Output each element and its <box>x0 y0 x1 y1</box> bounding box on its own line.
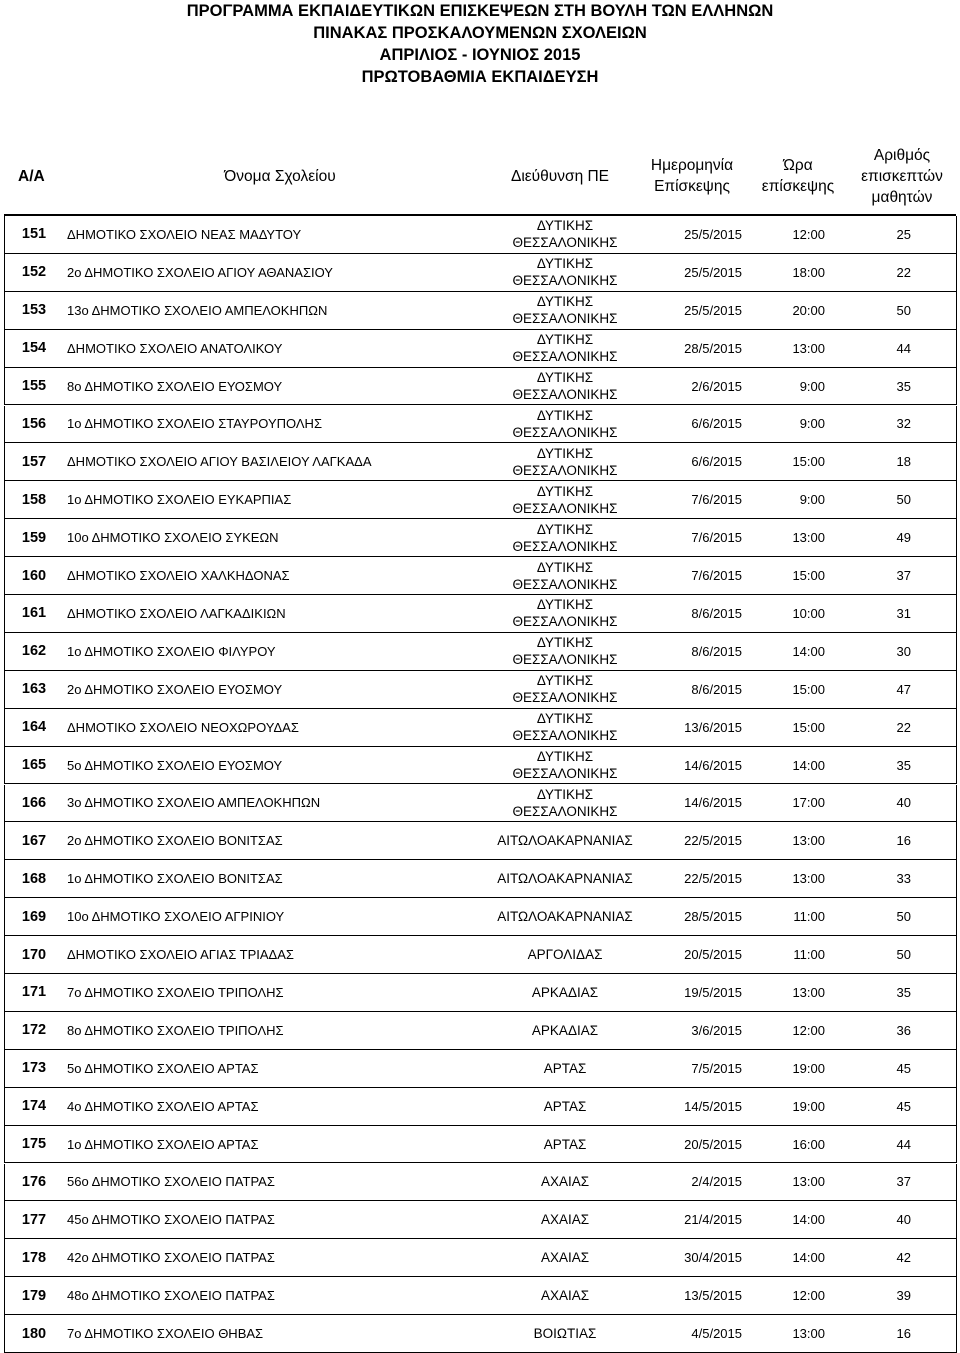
table-row <box>4 633 957 671</box>
student-count: 40 <box>896 1212 911 1228</box>
visit-date: 7/5/2015 <box>691 1060 742 1076</box>
direction-cell <box>465 368 665 405</box>
direction-line: ΘΕΣΣΑΛΟΝΙΚΗΣ <box>512 614 618 630</box>
direction-cell <box>465 481 665 518</box>
header-name: Όνομα Σχολείου <box>224 167 336 185</box>
table-row <box>4 557 957 595</box>
direction-text <box>512 407 617 441</box>
table-row <box>4 519 957 557</box>
row-number: 163 <box>21 681 47 698</box>
direction-line: ΔΥΤΙΚΗΣ <box>536 521 594 537</box>
document-level: ΠΡΩΤΟΒΑΘΜΙΑ ΕΚΠΑΙΔΕΥΣΗ <box>361 68 599 86</box>
visit-time: 13:00 <box>792 833 825 849</box>
school-name: 13ο ΔΗΜΟΤΙΚΟ ΣΧΟΛΕΙΟ ΑΜΠΕΛΟΚΗΠΩΝ <box>67 302 328 318</box>
direction-line: ΑΧΑΙΑΣ <box>540 1250 590 1266</box>
school-name: 2ο ΔΗΜΟΤΙΚΟ ΣΧΟΛΕΙΟ ΒΟΝΙΤΣΑΣ <box>67 833 283 849</box>
direction-line: ΔΥΤΙΚΗΣ <box>536 332 594 348</box>
direction-line: ΔΥΤΙΚΗΣ <box>536 370 594 386</box>
direction-line: ΔΥΤΙΚΗΣ <box>536 559 594 575</box>
direction-text <box>541 1287 589 1304</box>
table-row <box>4 1201 957 1239</box>
direction-line: ΘΕΣΣΑΛΟΝΙΚΗΣ <box>512 728 618 744</box>
table-row <box>4 481 957 519</box>
row-number: 159 <box>21 529 47 546</box>
student-count: 25 <box>896 226 911 242</box>
visit-date: 30/4/2015 <box>684 1250 742 1266</box>
table-row <box>4 936 957 974</box>
student-count: 50 <box>896 492 911 508</box>
row-number: 168 <box>21 870 47 887</box>
row-number: 167 <box>21 832 47 849</box>
direction-text <box>512 596 617 630</box>
direction-cell <box>465 1012 665 1049</box>
direction-text <box>541 1249 589 1266</box>
direction-text <box>497 832 632 849</box>
table-row <box>4 330 957 368</box>
direction-line: ΔΥΤΙΚΗΣ <box>536 786 594 802</box>
document-subtitle: ΠΙΝΑΚΑΣ ΠΡΟΣΚΑΛΟΥΜΕΝΩΝ ΣΧΟΛΕΙΩΝ <box>313 24 647 42</box>
school-name: 48ο ΔΗΜΟΤΙΚΟ ΣΧΟΛΕΙΟ ΠΑΤΡΑΣ <box>67 1288 275 1304</box>
direction-text <box>541 1211 589 1228</box>
visit-time: 10:00 <box>792 605 825 621</box>
row-number: 152 <box>21 264 47 281</box>
direction-text <box>532 1022 598 1039</box>
visit-time: 13:00 <box>792 984 825 1000</box>
document-period: ΑΠΡΙΛΙΟΣ - ΙΟΥΝΙΟΣ 2015 <box>379 46 581 64</box>
table-row <box>4 1050 957 1088</box>
visit-date: 20/5/2015 <box>684 947 742 963</box>
visit-time: 14:00 <box>792 757 825 773</box>
visit-time: 9:00 <box>799 416 825 432</box>
school-name: ΔΗΜΟΤΙΚΟ ΣΧΟΛΕΙΟ ΑΓΙΑΣ ΤΡΙΑΔΑΣ <box>67 947 294 963</box>
visit-time: 14:00 <box>792 1212 825 1228</box>
row-number: 165 <box>21 757 47 774</box>
table-row <box>4 747 957 785</box>
visit-date: 4/5/2015 <box>691 1326 742 1342</box>
student-count: 50 <box>896 302 911 318</box>
direction-text <box>534 1325 597 1342</box>
row-number: 161 <box>21 605 47 622</box>
student-count: 37 <box>896 1174 911 1190</box>
direction-text <box>532 984 598 1001</box>
visit-date: 25/5/2015 <box>684 302 742 318</box>
row-number: 172 <box>21 1022 47 1039</box>
row-number: 164 <box>21 719 47 736</box>
row-number: 173 <box>21 1060 47 1077</box>
visit-date: 28/5/2015 <box>684 340 742 356</box>
student-count: 37 <box>896 568 911 584</box>
direction-line: ΘΕΣΣΑΛΟΝΙΚΗΣ <box>512 690 618 706</box>
visit-date: 28/5/2015 <box>684 909 742 925</box>
visit-time: 15:00 <box>792 454 825 470</box>
visit-time: 16:00 <box>792 1136 825 1152</box>
direction-text <box>512 786 617 820</box>
table-row <box>4 216 957 254</box>
visit-time: 15:00 <box>792 719 825 735</box>
visit-time: 11:00 <box>793 909 825 925</box>
table-row <box>4 898 957 936</box>
school-name: 1ο ΔΗΜΟΤΙΚΟ ΣΧΟΛΕΙΟ ΦΙΛΥΡΟΥ <box>67 643 276 659</box>
visit-date: 13/6/2015 <box>684 719 742 735</box>
school-name: 5ο ΔΗΜΟΤΙΚΟ ΣΧΟΛΕΙΟ ΕΥΟΣΜΟΥ <box>67 757 283 773</box>
visit-time: 15:00 <box>792 568 825 584</box>
student-count: 31 <box>896 605 911 621</box>
row-number: 151 <box>21 226 47 243</box>
table-row <box>4 974 957 1012</box>
direction-line: ΑΙΤΩΛΟΑΚΑΡΝΑΝΙΑΣ <box>497 871 633 887</box>
row-number: 178 <box>21 1249 47 1266</box>
direction-line: ΘΕΣΣΑΛΟΝΙΚΗΣ <box>512 387 618 403</box>
school-name: 45ο ΔΗΜΟΤΙΚΟ ΣΧΟΛΕΙΟ ΠΑΤΡΑΣ <box>67 1212 275 1228</box>
direction-text <box>544 1098 587 1115</box>
school-name: ΔΗΜΟΤΙΚΟ ΣΧΟΛΕΙΟ ΑΓΙΟΥ ΒΑΣΙΛΕΙΟΥ ΛΑΓΚΑΔΑ <box>67 454 372 470</box>
row-number: 171 <box>21 984 47 1001</box>
school-name: 2ο ΔΗΜΟΤΙΚΟ ΣΧΟΛΕΙΟ ΕΥΟΣΜΟΥ <box>67 681 283 697</box>
header-time: Ώρα επίσκεψης <box>761 157 835 195</box>
visit-time: 12:00 <box>792 1288 825 1304</box>
visit-date: 6/6/2015 <box>691 454 742 470</box>
table-row <box>4 1126 957 1164</box>
student-count: 42 <box>896 1250 911 1266</box>
student-count: 35 <box>896 378 911 394</box>
school-name: 10ο ΔΗΜΟΤΙΚΟ ΣΧΟΛΕΙΟ ΑΓΡΙΝΙΟΥ <box>67 909 285 925</box>
direction-cell <box>465 898 665 935</box>
visit-date: 3/6/2015 <box>691 1022 742 1038</box>
visit-time: 20:00 <box>792 302 825 318</box>
visit-time: 18:00 <box>792 264 825 280</box>
student-count: 33 <box>896 871 911 887</box>
student-count: 22 <box>896 719 911 735</box>
student-count: 40 <box>896 795 911 811</box>
school-name: 8ο ΔΗΜΟΤΙΚΟ ΣΧΟΛΕΙΟ ΕΥΟΣΜΟΥ <box>67 378 283 394</box>
student-count: 16 <box>896 833 911 849</box>
table-row <box>4 1164 957 1202</box>
table-row <box>4 1088 957 1126</box>
visit-date: 8/6/2015 <box>691 681 742 697</box>
student-count: 50 <box>896 947 911 963</box>
student-count: 16 <box>896 1326 911 1342</box>
row-number: 155 <box>21 378 47 395</box>
visit-date: 14/5/2015 <box>684 1098 742 1114</box>
direction-line: ΘΕΣΣΑΛΟΝΙΚΗΣ <box>512 576 618 592</box>
school-name: 2ο ΔΗΜΟΤΙΚΟ ΣΧΟΛΕΙΟ ΑΓΙΟΥ ΑΘΑΝΑΣΙΟΥ <box>67 264 333 280</box>
visit-time: 12:00 <box>792 226 825 242</box>
direction-cell <box>465 557 665 594</box>
table-row <box>4 1239 957 1277</box>
direction-cell <box>465 1315 665 1352</box>
student-count: 22 <box>896 264 911 280</box>
student-count: 44 <box>896 340 911 356</box>
row-number: 166 <box>21 794 47 811</box>
direction-text <box>497 908 632 925</box>
student-count: 36 <box>896 1022 911 1038</box>
visit-time: 19:00 <box>792 1060 825 1076</box>
direction-text <box>512 445 617 479</box>
school-name: 1ο ΔΗΜΟΤΙΚΟ ΣΧΟΛΕΙΟ ΣΤΑΥΡΟΥΠΟΛΗΣ <box>67 416 322 432</box>
direction-text <box>512 634 617 668</box>
direction-text <box>512 559 617 593</box>
direction-line: ΘΕΣΣΑΛΟΝΙΚΗΣ <box>512 462 618 478</box>
direction-line: ΘΕΣΣΑΛΟΝΙΚΗΣ <box>512 424 618 440</box>
visit-time: 13:00 <box>792 1174 825 1190</box>
row-number: 174 <box>21 1098 47 1115</box>
direction-line: ΑΡΤΑΣ <box>543 1060 587 1076</box>
direction-cell <box>465 785 665 822</box>
direction-line: ΑΡΚΑΔΙΑΣ <box>531 984 599 1000</box>
student-count: 49 <box>896 530 911 546</box>
direction-cell <box>465 633 665 670</box>
direction-line: ΘΕΣΣΑΛΟΝΙΚΗΣ <box>512 311 618 327</box>
direction-cell <box>465 292 665 329</box>
visit-time: 14:00 <box>792 1250 825 1266</box>
student-count: 45 <box>896 1060 911 1076</box>
table-row <box>4 822 957 860</box>
direction-line: ΑΡΤΑΣ <box>543 1098 587 1114</box>
visit-date: 22/5/2015 <box>684 833 742 849</box>
direction-text <box>544 1060 587 1077</box>
visit-date: 13/5/2015 <box>684 1288 742 1304</box>
student-count: 39 <box>896 1288 911 1304</box>
student-count: 18 <box>896 454 911 470</box>
visit-time: 19:00 <box>792 1098 825 1114</box>
direction-text <box>512 748 617 782</box>
visit-date: 22/5/2015 <box>684 871 742 887</box>
visit-time: 9:00 <box>799 492 825 508</box>
direction-cell <box>465 1088 665 1125</box>
school-name: 1ο ΔΗΜΟΤΙΚΟ ΣΧΟΛΕΙΟ ΕΥΚΑΡΠΙΑΣ <box>67 492 292 508</box>
direction-text <box>512 331 617 365</box>
visit-date: 8/6/2015 <box>691 605 742 621</box>
visit-time: 13:00 <box>792 1326 825 1342</box>
student-count: 32 <box>896 416 911 432</box>
visit-date: 7/6/2015 <box>691 492 742 508</box>
direction-line: ΑΧΑΙΑΣ <box>540 1288 590 1304</box>
direction-cell <box>465 1126 665 1163</box>
row-number: 179 <box>21 1287 47 1304</box>
table-row <box>4 1315 957 1353</box>
visit-date: 2/6/2015 <box>691 378 742 394</box>
direction-line: ΘΕΣΣΑΛΟΝΙΚΗΣ <box>512 538 618 554</box>
direction-line: ΔΥΤΙΚΗΣ <box>536 294 594 310</box>
visit-time: 17:00 <box>792 795 825 811</box>
direction-cell <box>465 254 665 291</box>
direction-line: ΘΕΣΣΑΛΟΝΙΚΗΣ <box>512 652 618 668</box>
direction-cell <box>465 709 665 746</box>
direction-cell <box>465 936 665 973</box>
row-number: 180 <box>21 1325 47 1342</box>
school-name: ΔΗΜΟΤΙΚΟ ΣΧΟΛΕΙΟ ΧΑΛΚΗΔΟΝΑΣ <box>67 568 290 584</box>
visit-date: 6/6/2015 <box>691 416 742 432</box>
direction-cell <box>465 1201 665 1238</box>
student-count: 45 <box>896 1098 911 1114</box>
table-header <box>0 138 960 214</box>
direction-cell <box>465 406 665 443</box>
direction-cell <box>465 595 665 632</box>
visit-time: 9:00 <box>799 378 825 394</box>
student-count: 35 <box>896 984 911 1000</box>
visit-time: 14:00 <box>792 643 825 659</box>
table-row <box>4 671 957 709</box>
direction-text <box>541 1173 589 1190</box>
header-count: Αριθμός επισκεπτών μαθητών <box>861 146 943 206</box>
direction-line: ΘΕΣΣΑΛΟΝΙΚΗΣ <box>512 766 618 782</box>
table-row <box>4 860 957 898</box>
visit-date: 21/4/2015 <box>684 1212 742 1228</box>
document-title: ΠΡΟΓΡΑΜΜΑ ΕΚΠΑΙΔΕΥΤΙΚΩΝ ΕΠΙΣΚΕΨΕΩΝ ΣΤΗ ΒΟΥΛΗ ΤΩΝ ΕΛΛΗΝΩΝ <box>186 2 774 20</box>
visit-time: 11:00 <box>793 947 825 963</box>
direction-line: ΑΡΓΟΛΙΔΑΣ <box>527 947 603 963</box>
direction-cell <box>465 1277 665 1314</box>
row-number: 177 <box>21 1211 47 1228</box>
direction-cell <box>465 216 665 253</box>
direction-line: ΑΧΑΙΑΣ <box>540 1174 590 1190</box>
visit-date: 25/5/2015 <box>684 264 742 280</box>
header-direction: Διεύθυνση ΠΕ <box>510 167 610 185</box>
direction-cell <box>465 860 665 897</box>
direction-text <box>512 255 617 289</box>
direction-line: ΔΥΤΙΚΗΣ <box>536 635 594 651</box>
row-number: 158 <box>21 491 47 508</box>
direction-line: ΘΕΣΣΑΛΟΝΙΚΗΣ <box>512 500 618 516</box>
direction-line: ΑΡΚΑΔΙΑΣ <box>531 1022 599 1038</box>
school-name: 1ο ΔΗΜΟΤΙΚΟ ΣΧΟΛΕΙΟ ΑΡΤΑΣ <box>67 1136 259 1152</box>
school-name: 10ο ΔΗΜΟΤΙΚΟ ΣΧΟΛΕΙΟ ΣΥΚΕΩΝ <box>67 530 279 546</box>
direction-line: ΔΥΤΙΚΗΣ <box>536 749 594 765</box>
direction-line: ΔΥΤΙΚΗΣ <box>536 445 594 461</box>
direction-cell <box>465 443 665 480</box>
direction-line: ΔΥΤΙΚΗΣ <box>536 407 594 423</box>
student-count: 35 <box>896 757 911 773</box>
direction-text <box>512 672 617 706</box>
table-row <box>4 595 957 633</box>
direction-line: ΒΟΙΩΤΙΑΣ <box>533 1326 597 1342</box>
header-num: Α/Α <box>18 167 45 185</box>
school-name: ΔΗΜΟΤΙΚΟ ΣΧΟΛΕΙΟ ΝΕΑΣ ΜΑΔΥΤΟΥ <box>67 226 302 242</box>
visit-date: 14/6/2015 <box>684 795 742 811</box>
school-name: ΔΗΜΟΤΙΚΟ ΣΧΟΛΕΙΟ ΑΝΑΤΟΛΙΚΟΥ <box>67 340 283 356</box>
visit-date: 7/6/2015 <box>691 530 742 546</box>
visit-time: 13:00 <box>792 530 825 546</box>
visit-date: 2/4/2015 <box>691 1174 742 1190</box>
direction-text <box>512 293 617 327</box>
direction-cell <box>465 1239 665 1276</box>
direction-text <box>512 710 617 744</box>
direction-line: ΘΕΣΣΑΛΟΝΙΚΗΣ <box>512 349 618 365</box>
direction-line: ΘΕΣΣΑΛΟΝΙΚΗΣ <box>512 273 618 289</box>
direction-line: ΑΡΤΑΣ <box>543 1136 587 1152</box>
direction-line: ΔΥΤΙΚΗΣ <box>536 256 594 272</box>
direction-cell <box>465 1164 665 1201</box>
student-count: 44 <box>896 1136 911 1152</box>
direction-text <box>512 483 617 517</box>
visit-date: 14/6/2015 <box>684 757 742 773</box>
school-name: 8ο ΔΗΜΟΤΙΚΟ ΣΧΟΛΕΙΟ ΤΡΙΠΟΛΗΣ <box>67 1022 284 1038</box>
direction-cell <box>465 747 665 784</box>
direction-line: ΔΥΤΙΚΗΣ <box>536 673 594 689</box>
direction-text <box>512 369 617 403</box>
school-name: ΔΗΜΟΤΙΚΟ ΣΧΟΛΕΙΟ ΛΑΓΚΑΔΙΚΙΩΝ <box>67 605 286 621</box>
direction-line: ΔΥΤΙΚΗΣ <box>536 597 594 613</box>
table-row <box>4 254 957 292</box>
row-number: 170 <box>21 946 47 963</box>
direction-text <box>512 217 617 251</box>
direction-text <box>497 870 632 887</box>
table-row <box>4 1012 957 1050</box>
header-date: Ημερομηνία Επίσκεψης <box>650 157 734 195</box>
student-count: 47 <box>896 681 911 697</box>
direction-text <box>544 1136 587 1153</box>
direction-cell <box>465 671 665 708</box>
row-number: 154 <box>21 340 47 357</box>
row-number: 175 <box>21 1136 47 1153</box>
school-name: 4ο ΔΗΜΟΤΙΚΟ ΣΧΟΛΕΙΟ ΑΡΤΑΣ <box>67 1098 259 1114</box>
direction-line: ΘΕΣΣΑΛΟΝΙΚΗΣ <box>512 803 618 819</box>
direction-cell <box>465 974 665 1011</box>
visit-date: 20/5/2015 <box>684 1136 742 1152</box>
direction-line: ΔΥΤΙΚΗΣ <box>536 483 594 499</box>
table-row <box>4 785 957 823</box>
row-number: 153 <box>21 302 47 319</box>
student-count: 50 <box>896 909 911 925</box>
direction-text <box>528 946 603 963</box>
direction-line: ΘΕΣΣΑΛΟΝΙΚΗΣ <box>512 235 618 251</box>
school-name: 5ο ΔΗΜΟΤΙΚΟ ΣΧΟΛΕΙΟ ΑΡΤΑΣ <box>67 1060 259 1076</box>
school-name: ΔΗΜΟΤΙΚΟ ΣΧΟΛΕΙΟ ΝΕΟΧΩΡΟΥΔΑΣ <box>67 719 299 735</box>
visit-date: 19/5/2015 <box>684 984 742 1000</box>
table-row <box>4 292 957 330</box>
table-row <box>4 1277 957 1315</box>
table-row <box>4 709 957 747</box>
direction-line: ΔΥΤΙΚΗΣ <box>536 218 594 234</box>
visit-date: 25/5/2015 <box>684 226 742 242</box>
direction-cell <box>465 330 665 367</box>
row-number: 156 <box>21 415 47 432</box>
direction-cell <box>465 1050 665 1087</box>
direction-cell <box>465 519 665 556</box>
direction-cell <box>465 822 665 859</box>
row-number: 160 <box>21 567 47 584</box>
school-name: 7ο ΔΗΜΟΤΙΚΟ ΣΧΟΛΕΙΟ ΘΗΒΑΣ <box>67 1326 264 1342</box>
visit-time: 15:00 <box>792 681 825 697</box>
table-row <box>4 406 957 444</box>
visit-date: 7/6/2015 <box>691 568 742 584</box>
visit-time: 13:00 <box>792 871 825 887</box>
school-name: 1ο ΔΗΜΟΤΙΚΟ ΣΧΟΛΕΙΟ ΒΟΝΙΤΣΑΣ <box>67 871 283 887</box>
row-number: 176 <box>21 1173 47 1190</box>
direction-line: ΑΙΤΩΛΟΑΚΑΡΝΑΝΙΑΣ <box>497 833 633 849</box>
direction-line: ΔΥΤΙΚΗΣ <box>536 711 594 727</box>
direction-text <box>512 521 617 555</box>
table-row <box>4 368 957 406</box>
direction-line: ΑΧΑΙΑΣ <box>540 1212 590 1228</box>
school-name: 56ο ΔΗΜΟΤΙΚΟ ΣΧΟΛΕΙΟ ΠΑΤΡΑΣ <box>67 1174 275 1190</box>
school-name: 7ο ΔΗΜΟΤΙΚΟ ΣΧΟΛΕΙΟ ΤΡΙΠΟΛΗΣ <box>67 984 284 1000</box>
row-number: 169 <box>21 908 47 925</box>
school-name: 3ο ΔΗΜΟΤΙΚΟ ΣΧΟΛΕΙΟ ΑΜΠΕΛΟΚΗΠΩΝ <box>67 795 321 811</box>
row-number: 162 <box>21 643 47 660</box>
student-count: 30 <box>896 643 911 659</box>
table-row <box>4 443 957 481</box>
row-number: 157 <box>21 453 47 470</box>
direction-line: ΑΙΤΩΛΟΑΚΑΡΝΑΝΙΑΣ <box>497 909 633 925</box>
visit-date: 8/6/2015 <box>691 643 742 659</box>
school-name: 42ο ΔΗΜΟΤΙΚΟ ΣΧΟΛΕΙΟ ΠΑΤΡΑΣ <box>67 1250 275 1266</box>
visit-time: 12:00 <box>792 1022 825 1038</box>
visit-time: 13:00 <box>792 340 825 356</box>
